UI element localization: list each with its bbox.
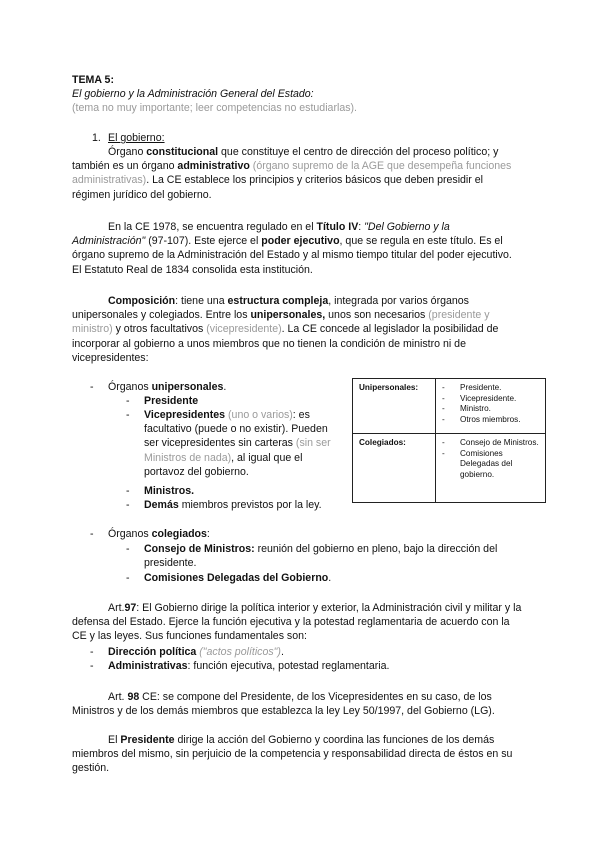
list-dash: - xyxy=(126,395,130,407)
funcion-administrativas: Administrativas: función ejecutiva, potestad reglamentaria. xyxy=(108,660,390,672)
paragraph-titulo-iv: En la CE 1978, se encuentra regulado en el Título IV: "Del Gobierno y la Administración" (97-107). Este ejerce el poder ejecutivo, que se regula en este título. Es el órgano supremo de la Administración del Estado y al mismo tiempo titular del poder ejecutivo. El Estatuto Real de 1834 consolida esta institución. xyxy=(72,221,512,276)
paragraph-composicion: Composición: tiene una estructura compleja, integrada por varios órganos unipersonales y colegiados. Entre los unipersonales, unos son necesarios (presidente y ministro) y otros facultativos (vicepresidente). La CE concede al legislador la posibilidad de incorporar al gobierno a unos miembros que no tienen la condición de ministro ni de vicepresidentes: xyxy=(72,295,499,364)
list-item: - Otros miembros. xyxy=(442,415,539,426)
table-row xyxy=(353,434,546,503)
list-item: - Consejo de Ministros. xyxy=(442,438,539,449)
organos-table xyxy=(352,378,546,503)
list-dash: - xyxy=(90,646,94,658)
item-demas: Demás miembros previstos por la ley. xyxy=(144,499,322,511)
list-item: - Vicepresidente. xyxy=(442,394,539,405)
list-item: - Comisiones Delegadas del gobierno. xyxy=(442,449,539,481)
paragraph-art-98: Art. 98 CE: se compone del Presidente, de los Vicepresidentes en su caso, de los Ministros y de los demás miembros que establezca la ley Ley 50/1997, del Gobierno (LG). xyxy=(72,691,495,718)
item-consejo-ministros: Consejo de Ministros: reunión del gobierno en pleno, bajo la dirección del presidente. xyxy=(144,543,498,570)
list-dash: - xyxy=(126,485,130,497)
unipersonales-heading: Órganos unipersonales. xyxy=(108,381,227,393)
tema-title: TEMA 5: xyxy=(72,74,114,86)
list-dash: - xyxy=(126,499,130,511)
list-dash: - xyxy=(126,572,130,584)
table-cell-colegiados xyxy=(436,434,546,503)
item-comisiones-delegadas: Comisiones Delegadas del Gobierno. xyxy=(144,572,332,584)
list-dash: - xyxy=(90,528,94,540)
funcion-direccion-politica: Dirección política ("actos políticos"). xyxy=(108,646,284,658)
list-dash: - xyxy=(126,543,130,555)
table-cell-unipersonales xyxy=(436,379,546,434)
section-number: 1. xyxy=(92,132,101,144)
tema-subtitle: El gobierno y la Administración General del Estado: xyxy=(72,88,314,100)
table-row xyxy=(353,379,546,434)
item-ministros: Ministros. xyxy=(144,485,195,497)
list-dash: - xyxy=(90,381,94,393)
paragraph-presidente: El Presidente dirige la acción del Gobierno y coordina las funciones de los demás miembros del mismo, sin perjuicio de la competencia y responsabilidad directa de éstos en su gestión. xyxy=(72,734,513,775)
list-item: - Presidente. xyxy=(442,383,539,394)
table-key-colegiados: Colegiados: xyxy=(353,434,436,503)
paragraph-art-97: Art.97: El Gobierno dirige la política interior y exterior, la Administración civil y militar y la defensa del Estado. Ejerce la función ejecutiva y la potestad reglamentaria de acuerdo con la CE y las leyes. Sus funciones fundamentales son: xyxy=(72,602,522,643)
colegiados-heading: Órganos colegiados: xyxy=(108,528,210,540)
list-dash: - xyxy=(126,409,130,421)
paragraph-gobierno: Órgano constitucional que constituye el centro de dirección del proceso político; y también es un órgano administrativo (órgano supremo de la AGE que desempeña funciones administrativas). La CE establece los principios y criterios básicos que deben presidir el régimen jurídico del gobierno. xyxy=(72,146,512,201)
table-key-unipersonales: Unipersonales: xyxy=(353,379,436,434)
item-presidente: Presidente xyxy=(144,395,199,407)
list-item: - Ministro. xyxy=(442,404,539,415)
list-dash: - xyxy=(90,660,94,672)
item-vicepresidentes: Vicepresidentes (uno o varios): es facultativo (puede o no existir). Pueden ser vicepresidentes sin carteras (sin ser Ministros de nada), al igual que el portavoz del gobierno. xyxy=(144,409,331,478)
tema-note: (tema no muy importante; leer competencias no estudiarlas). xyxy=(72,102,357,114)
section-title: El gobierno: xyxy=(108,132,165,144)
